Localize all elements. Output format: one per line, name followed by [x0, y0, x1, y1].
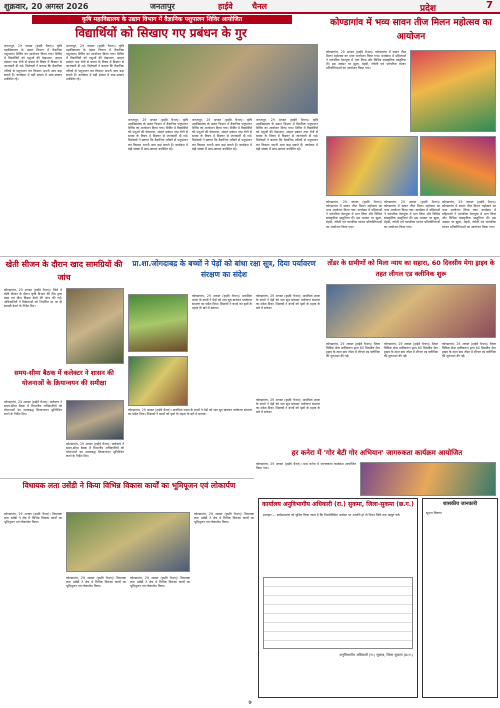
story5-body-col2: कोण्डागांव, 29 अगस्त (हाईवे चैनल)। जिला विधिक सेवा प्राधिकरण द्वारा 60 दिवसीय मेगा ड्राइव के तहत ग्राम तोंडर में लीगल एड क्लीनिक की शुरुआत की गई।: [384, 342, 438, 359]
story5-photo: [326, 284, 496, 338]
story1-body-col2: जनतापुर, 29 अगस्त (हाईवे चैनल)। कृषि महाविद्यालय के उद्यान विभाग में वैज्ञानिक पशुपालन शिविर का आयोजन किया गया। शिविर में विद्यार्थियों को पशुओं की देखभाल, आहार प्रबंधन तथा रोगों से बचाव के विषय में विस्तार से जानकारी दी गई। विशेषज्ञों ने बताया कि वैज्ञानिक तरीकों से पशुपालन कर किसान अपनी आय बढ़ा सकते हैं। कार्यक्रम में बड़ी संख्या में छात्र-छात्राएं उपस्थित रहे।: [66, 44, 124, 81]
story1-headline: विद्यार्थियों को सिखाए गए प्रबंधन के गुर: [75, 26, 247, 40]
story8-body-col3: कोण्डागांव, 29 अगस्त (हाईवे चैनल)। विधायक लता उसेंडी ने क्षेत्र में विभिन्न विकास कार्यों का भूमिपूजन एवं लोकार्पण किया।: [130, 576, 190, 589]
story6-photo: [66, 400, 124, 440]
story4-body: कोण्डागांव, 29 अगस्त (हाईवे चैनल)। प्राथमिक शाला के बच्चों ने पेड़ों को रक्षा सूत्र बांधकर पर्यावरण संरक्षण का संदेश दिया। शिक्षकों ने बच्चों को वृक्षों के महत्व के बारे में बताया।: [192, 294, 252, 311]
divider-2: [0, 478, 254, 479]
story4-photo-1: [128, 294, 188, 352]
divider-1: [0, 256, 500, 257]
notice-sign: अनुविभागीय अधिकारी (रा.) सुकमा, जिला सुकमा (छ.ग.): [339, 653, 413, 657]
story4-body-col2: कोण्डागांव, 29 अगस्त (हाईवे चैनल)। प्राथमिक शाला के बच्चों ने पेड़ों को रक्षा सूत्र बांधकर पर्यावरण संरक्षण का संदेश दिया। शिक्षकों ने बच्चों को वृक्षों के महत्व के बारे में बताया।: [256, 294, 320, 311]
story2-photo-1: [410, 50, 496, 132]
notice-table: [263, 577, 413, 649]
notice-title: कार्यालय अनुविभागीय अधिकारी (रा.) सुकमा, जिला-सुकमा (छ.ग.): [262, 501, 414, 508]
story4-body-col3: कोण्डागांव, 29 अगस्त (हाईवे चैनल)। प्राथमिक शाला के बच्चों ने पेड़ों को रक्षा सूत्र बांधकर पर्यावरण संरक्षण का संदेश दिया। शिक्षकों ने बच्चों को वृक्षों के महत्व के बारे में बताया।: [128, 408, 252, 417]
masthead-page: 7: [486, 0, 493, 11]
story5-body: कोण्डागांव, 29 अगस्त (हाईवे चैनल)। जिला विधिक सेवा प्राधिकरण द्वारा 60 दिवसीय मेगा ड्राइव के तहत ग्राम तोंडर में लीगल एड क्लीनिक की शुरुआत की गई।: [326, 342, 380, 359]
masthead-city: जनतापुर: [150, 2, 175, 11]
story8-body-col4: कोण्डागांव, 29 अगस्त (हाईवे चैनल)। विधायक लता उसेंडी ने क्षेत्र में विभिन्न विकास कार्यों का भूमिपूजन एवं लोकार्पण किया।: [194, 512, 254, 525]
story6-body: कोण्डागांव, 29 अगस्त (हाईवे चैनल)। कलेक्टर ने समय-सीमा बैठक में विभागीय अधिकारियों को योजनाओं का समयबद्ध क्रियान्वयन सुनिश्चित करने के निर्देश दिए।: [4, 400, 62, 417]
story2-body-col4: कोण्डागांव, 29 अगस्त (हाईवे चैनल)। कोण्डागांव में सावन तीज मिलन महोत्सव का भव्य आयोजन किया गया। कार्यक्रम में महिलाओं ने पारंपरिक वेशभूषा में भाग लिया और विभिन्न सांस्कृतिक प्रस्तुतियां दीं। इस अवसर पर झूला, मेहंदी, रंगोली एवं पारंपरिक व्यंजन प्रतियोगिताओं का आयोजन किया गया।: [442, 200, 496, 229]
notice-body: इश्तहार — सर्वसाधारण को सूचित किया जाता है कि निम्नलिखित आवेदन पर आपत्ति हो तो नियत तिथि तक प्रस्तुत करें।: [263, 513, 401, 517]
story8-photo: [66, 512, 190, 572]
side-notice: [422, 498, 498, 698]
story5-body-col3: कोण्डागांव, 29 अगस्त (हाईवे चैनल)। जिला विधिक सेवा प्राधिकरण द्वारा 60 दिवसीय मेगा ड्राइव के तहत ग्राम तोंडर में लीगल एड क्लीनिक की शुरुआत की गई।: [442, 342, 496, 359]
story3-headline: खेती सीजन के दौरान खाद सामग्रियों की जांच: [5, 260, 123, 282]
story8-body: कोण्डागांव, 29 अगस्त (हाईवे चैनल)। विधायक लता उसेंडी ने क्षेत्र में विभिन्न विकास कार्यों का भूमिपूजन एवं लोकार्पण किया।: [4, 512, 62, 525]
story2-photo-2: [326, 136, 418, 196]
story7-photo: [360, 462, 496, 496]
story5-headline: तोंडर के ग्रामीणों को मिला न्याय का सहारा, 60 दिवसीय मेगा ड्राइव के तहत लीगल एड क्लीनिक शुरू: [327, 259, 495, 278]
story4-headline: प्रा.शा.जोगदाबद्र के बच्चों ने पेड़ों को बांधा रक्षा सूत्र, दिया पर्यावरण संरक्षण का संदेश: [132, 259, 316, 279]
story1-kicker: कृषि महाविद्यालय के उद्यान विभाग में वैज्ञानिक पशुपालन शिविर आयोजित: [32, 15, 292, 24]
story4-photo-2: [128, 356, 188, 406]
story4-body-col4: कोण्डागांव, 29 अगस्त (हाईवे चैनल)। प्राथमिक शाला के बच्चों ने पेड़ों को रक्षा सूत्र बांधकर पर्यावरण संरक्षण का संदेश दिया। शिक्षकों ने बच्चों को वृक्षों के महत्व के बारे में बताया।: [256, 398, 320, 415]
masthead: [0, 0, 500, 14]
story2-photo-3: [420, 136, 496, 196]
story6-body-col2: कोण्डागांव, 29 अगस्त (हाईवे चैनल)। कलेक्टर ने समय-सीमा बैठक में विभागीय अधिकारियों को योजनाओं का समयबद्ध क्रियान्वयन सुनिश्चित करने के निर्देश दिए।: [66, 442, 124, 459]
masthead-date: शुक्रवार, 20 अगस्त 2026: [4, 2, 89, 11]
story8-body-col2: कोण्डागांव, 29 अगस्त (हाईवे चैनल)। विधायक लता उसेंडी ने क्षेत्र में विभिन्न विकास कार्यों का भूमिपूजन एवं लोकार्पण किया।: [66, 576, 126, 589]
story6-headline: समय-सीमा बैठक में कलेक्टर ने शासन की योजनाओं के क्रियान्वयन की समीक्षा: [14, 369, 114, 387]
page-folio: ७: [248, 699, 252, 706]
masthead-section: प्रदेश: [420, 4, 437, 14]
story7-headline: हर कनेरा में 'गोर बेटी गोर अभियान' जागरुकता कार्यक्रम आयोजित: [291, 449, 463, 457]
legal-notice: [258, 498, 418, 698]
story1-body: जनतापुर, 29 अगस्त (हाईवे चैनल)। कृषि महाविद्यालय के उद्यान विभाग में वैज्ञानिक पशुपालन शिविर का आयोजन किया गया। शिविर में विद्यार्थियों को पशुओं की देखभाल, आहार प्रबंधन तथा रोगों से बचाव के विषय में विस्तार से जानकारी दी गई। विशेषज्ञों ने बताया कि वैज्ञानिक तरीकों से पशुपालन कर किसान अपनी आय बढ़ा सकते हैं। कार्यक्रम में बड़ी संख्या में छात्र-छात्राएं उपस्थित रहे।: [4, 44, 62, 81]
story8-headline: विधायक लता उसेंडी ने किया विभिन्न विकास कार्यों का भूमिपूजन एवं लोकार्पण: [22, 481, 236, 490]
story3-photo: [66, 288, 124, 364]
story1-body-col3: जनतापुर, 29 अगस्त (हाईवे चैनल)। कृषि महाविद्यालय के उद्यान विभाग में वैज्ञानिक पशुपालन शिविर का आयोजन किया गया। शिविर में विद्यार्थियों को पशुओं की देखभाल, आहार प्रबंधन तथा रोगों से बचाव के विषय में विस्तार से जानकारी दी गई। विशेषज्ञों ने बताया कि वैज्ञानिक तरीकों से पशुपालन कर किसान अपनी आय बढ़ा सकते हैं। कार्यक्रम में बड़ी संख्या में छात्र-छात्राएं उपस्थित रहे।: [128, 118, 188, 151]
masthead-brand: हाईवे: [218, 2, 233, 11]
masthead-brand2: चैनल: [252, 2, 267, 11]
story2-headline: कोण्डागांव में भव्य सावन तीज मिलन महोत्सव का आयोजन: [330, 18, 492, 42]
story2-body-col2: कोण्डागांव, 29 अगस्त (हाईवे चैनल)। कोण्डागांव में सावन तीज मिलन महोत्सव का भव्य आयोजन किया गया। कार्यक्रम में महिलाओं ने पारंपरिक वेशभूषा में भाग लिया और विभिन्न सांस्कृतिक प्रस्तुतियां दीं। इस अवसर पर झूला, मेहंदी, रंगोली एवं पारंपरिक व्यंजन प्रतियोगिताओं का आयोजन किया गया।: [326, 200, 382, 229]
story2-body: कोण्डागांव, 29 अगस्त (हाईवे चैनल)। कोण्डागांव में सावन तीज मिलन महोत्सव का भव्य आयोजन किया गया। कार्यक्रम में महिलाओं ने पारंपरिक वेशभूषा में भाग लिया और विभिन्न सांस्कृतिक प्रस्तुतियां दीं। इस अवसर पर झूला, मेहंदी, रंगोली एवं पारंपरिक व्यंजन प्रतियोगिताओं का आयोजन किया गया।: [326, 50, 406, 71]
story7-body: कोण्डागांव, 29 अगस्त (हाईवे चैनल)। ग्राम कनेरा में जागरुकता कार्यक्रम आयोजित किया गया।: [256, 462, 356, 471]
story3-body: कोण्डागांव, 29 अगस्त (हाईवे चैनल)। जिले में खेती सीजन के दौरान कृषि विभाग की टीम द्वारा खाद एवं बीज विक्रय केंद्रों की जांच की गई। अधिकारियों ने विक्रेताओं को निर्धारित दर पर ही सामग्री बेचने के निर्देश दिए।: [4, 288, 62, 309]
story1-body-col4: जनतापुर, 29 अगस्त (हाईवे चैनल)। कृषि महाविद्यालय के उद्यान विभाग में वैज्ञानिक पशुपालन शिविर का आयोजन किया गया। शिविर में विद्यार्थियों को पशुओं की देखभाल, आहार प्रबंधन तथा रोगों से बचाव के विषय में विस्तार से जानकारी दी गई। विशेषज्ञों ने बताया कि वैज्ञानिक तरीकों से पशुपालन कर किसान अपनी आय बढ़ा सकते हैं। कार्यक्रम में बड़ी संख्या में छात्र-छात्राएं उपस्थित रहे।: [192, 118, 252, 151]
sidenote-title: शासकीय जानकारी: [442, 501, 478, 507]
sidenote-body: सूचना विवरण: [426, 511, 442, 515]
story2-body-col3: कोण्डागांव, 29 अगस्त (हाईवे चैनल)। कोण्डागांव में सावन तीज मिलन महोत्सव का भव्य आयोजन किया गया। कार्यक्रम में महिलाओं ने पारंपरिक वेशभूषा में भाग लिया और विभिन्न सांस्कृतिक प्रस्तुतियां दीं। इस अवसर पर झूला, मेहंदी, रंगोली एवं पारंपरिक व्यंजन प्रतियोगिताओं का आयोजन किया गया।: [384, 200, 440, 229]
story1-body-col5: जनतापुर, 29 अगस्त (हाईवे चैनल)। कृषि महाविद्यालय के उद्यान विभाग में वैज्ञानिक पशुपालन शिविर का आयोजन किया गया। शिविर में विद्यार्थियों को पशुओं की देखभाल, आहार प्रबंधन तथा रोगों से बचाव के विषय में विस्तार से जानकारी दी गई। विशेषज्ञों ने बताया कि वैज्ञानिक तरीकों से पशुपालन कर किसान अपनी आय बढ़ा सकते हैं। कार्यक्रम में बड़ी संख्या में छात्र-छात्राएं उपस्थित रहे।: [256, 118, 318, 151]
story1-photo: [128, 44, 318, 114]
